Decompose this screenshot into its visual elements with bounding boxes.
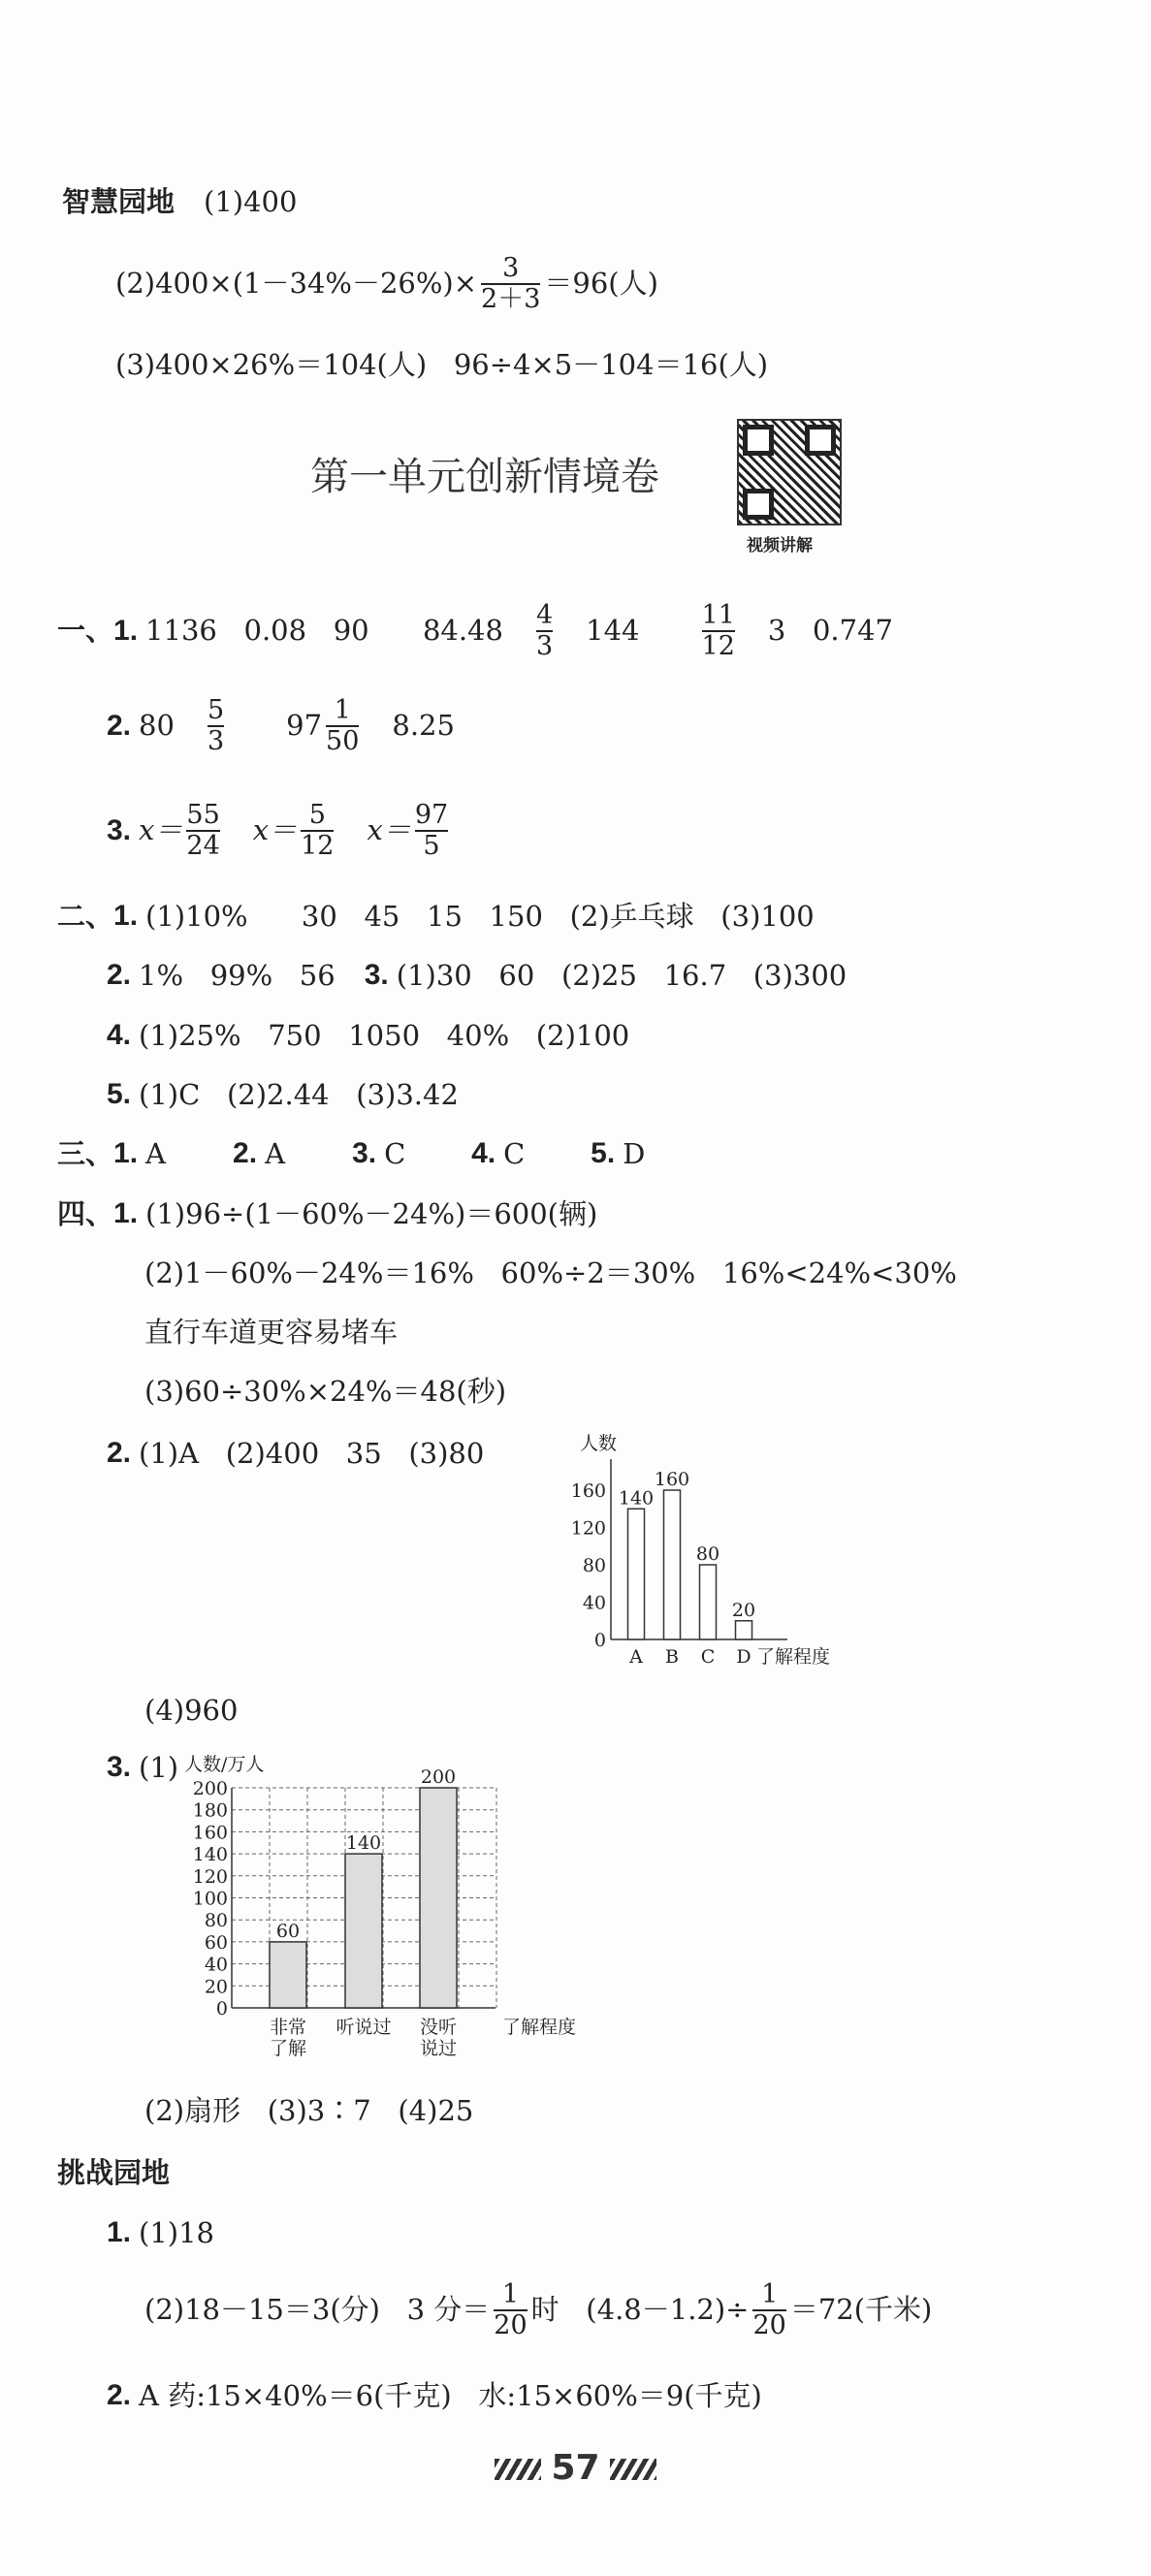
- y-tick-label: 60: [204, 1931, 228, 1954]
- bar: [736, 1621, 752, 1639]
- answer: 8.25: [392, 709, 455, 743]
- fraction: [208, 696, 224, 755]
- denominator: 2＋3: [481, 283, 541, 314]
- bar-chart-understanding: [562, 1430, 873, 1677]
- y-tick-label: 180: [192, 1799, 228, 1822]
- answer: (1)25% 750 1050 40% (2)100: [139, 1018, 630, 1052]
- x-tick-label: 听说过: [336, 2017, 392, 2038]
- challenge-line-1: [107, 2215, 215, 2249]
- item-number: 2.: [107, 959, 132, 991]
- decorative-stripes-icon: [495, 2459, 541, 2480]
- answer: A: [265, 1136, 286, 1170]
- fraction: [186, 801, 219, 860]
- s1-line-2: [107, 696, 455, 755]
- fraction: [481, 254, 540, 313]
- challenge-heading: 挑战园地: [57, 2156, 171, 2189]
- wisdom-q2-result: ＝96(人): [544, 267, 658, 301]
- s4-line-3: 直行车道更容易堵车: [144, 1316, 399, 1349]
- wisdom-line-2: [115, 254, 658, 313]
- answer: ＝72(千米): [789, 2293, 933, 2327]
- item-number: 3.: [107, 1751, 132, 1783]
- numerator: 5: [308, 800, 326, 830]
- x-tick-label: D: [736, 1646, 751, 1668]
- s1-line-3: [107, 801, 452, 860]
- bar: [700, 1565, 717, 1639]
- y-tick-label: 80: [582, 1555, 606, 1576]
- wisdom-heading: 智慧园地: [62, 185, 176, 218]
- answer: D: [623, 1136, 646, 1170]
- denominator: 20: [494, 2309, 528, 2340]
- item-number: 4.: [471, 1137, 496, 1169]
- numerator: 97: [414, 800, 449, 830]
- answer: (2)18－15＝3(分) 3 分＝: [144, 2293, 491, 2327]
- challenge-line-3: [107, 2378, 762, 2412]
- denominator: 24: [186, 830, 220, 861]
- challenge-line-2: [144, 2280, 932, 2339]
- numerator: 1: [761, 2279, 779, 2309]
- answer: (1)C (2)2.44 (3)3.42: [139, 1077, 459, 1111]
- answer: x＝: [367, 813, 411, 847]
- x-tick-label: C: [700, 1646, 716, 1668]
- y-tick-label: 40: [582, 1592, 606, 1614]
- numerator: 1: [501, 2279, 520, 2309]
- page-footer: [0, 2448, 1151, 2488]
- answer: A: [145, 1136, 166, 1170]
- bar: [270, 1942, 306, 2008]
- wisdom-q2-text: (2)400×(1－34%－26%)×: [115, 267, 478, 301]
- bar: [420, 1788, 457, 2008]
- denominator: 50: [326, 725, 360, 756]
- page-number: 57: [551, 2448, 600, 2488]
- qr-caption: 视频讲解: [747, 536, 813, 556]
- answer: 1136 0.08 90 84.48: [145, 614, 503, 648]
- numerator: 4: [535, 600, 554, 630]
- s4-line-8: (2)扇形 (3)3∶7 (4)25: [144, 2094, 474, 2127]
- y-axis-label: 人数: [580, 1433, 618, 1454]
- x-tick-label: 说过: [419, 2038, 458, 2059]
- section-title: 第一单元创新情境卷: [310, 455, 659, 499]
- s2-line-1: [57, 899, 815, 933]
- decorative-stripes-icon: [610, 2459, 656, 2480]
- bar: [664, 1490, 681, 1639]
- item-number: 3.: [107, 813, 132, 846]
- item-number: 1.: [113, 900, 139, 932]
- s2-line-5: [107, 1077, 459, 1111]
- item-number: 2.: [107, 709, 132, 742]
- numerator: 55: [186, 800, 220, 830]
- answer: 97: [286, 709, 323, 743]
- answer: x＝: [252, 813, 298, 847]
- data-label: 200: [420, 1766, 457, 1788]
- s3-line: [57, 1136, 646, 1170]
- answer: C: [503, 1136, 526, 1170]
- s1-line-1: [57, 601, 893, 660]
- x-tick-label: 没听: [419, 2017, 458, 2038]
- answer: (1): [139, 1750, 179, 1784]
- numerator: 5: [207, 695, 225, 725]
- y-tick-label: 120: [570, 1517, 606, 1540]
- item-number: 1.: [113, 1197, 139, 1229]
- denominator: 5: [423, 830, 440, 861]
- item-number: 3.: [364, 959, 389, 991]
- s4-line-1: [57, 1196, 598, 1230]
- answer: (1)96÷(1－60%－24%)＝600(辆): [145, 1196, 598, 1230]
- fraction: [415, 801, 448, 860]
- s4-line-2: (2)1－60%－24%＝16% 60%÷2＝30% 16%<24%<30%: [144, 1256, 957, 1289]
- bar: [628, 1509, 645, 1639]
- fraction: [536, 601, 553, 660]
- answer: (1)10% 30 45 15 150 (2)乒乓球 (3)100: [145, 899, 815, 933]
- wisdom-line-1: [62, 185, 298, 218]
- denominator: 3: [535, 630, 554, 661]
- s4-line-4: (3)60÷30%×24%＝48(秒): [144, 1375, 507, 1408]
- y-tick-label: 140: [192, 1844, 228, 1866]
- y-tick-label: 20: [204, 1976, 228, 1998]
- answer: 80: [139, 709, 175, 743]
- section-label: 四、: [57, 1196, 114, 1230]
- y-tick-label: 160: [192, 1822, 228, 1844]
- s2-line-4: [107, 1018, 630, 1052]
- denominator: 12: [701, 630, 735, 661]
- fraction: [494, 2280, 527, 2339]
- qr-code-icon[interactable]: [737, 419, 842, 525]
- s2-line-2: [107, 958, 847, 992]
- answer: A 药:15×40%＝6(千克) 水:15×60%＝9(千克): [139, 2378, 762, 2412]
- y-tick-label: 0: [593, 1630, 606, 1651]
- numerator: 11: [701, 600, 735, 630]
- numerator: 3: [502, 253, 520, 283]
- answer: 3 0.747: [767, 614, 894, 648]
- item-number: 2.: [107, 2379, 132, 2411]
- answer: (1)30 60 (2)25 16.7 (3)300: [396, 958, 847, 992]
- answer: 144: [586, 614, 640, 648]
- fraction: [752, 2280, 785, 2339]
- denominator: 20: [752, 2309, 786, 2340]
- item-number: 2.: [107, 1437, 132, 1469]
- item-number: 1.: [107, 2216, 132, 2248]
- answer: 1% 99% 56: [139, 958, 336, 992]
- item-number: 2.: [233, 1137, 258, 1169]
- denominator: 12: [301, 830, 335, 861]
- x-tick-label: B: [665, 1646, 679, 1668]
- item-number: 1.: [113, 1137, 139, 1169]
- wisdom-line-3: (3)400×26%＝104(人) 96÷4×5－104＝16(人): [115, 348, 769, 381]
- bar: [345, 1854, 382, 2008]
- y-tick-label: 0: [215, 1998, 228, 2019]
- x-axis-label: 了解程度: [502, 2017, 577, 2038]
- data-label: 140: [345, 1832, 382, 1855]
- y-tick-label: 40: [204, 1954, 228, 1976]
- data-label: 60: [275, 1920, 301, 1942]
- item-number: 5.: [107, 1078, 132, 1110]
- section-label: 一、: [57, 614, 114, 648]
- y-tick-label: 160: [570, 1480, 606, 1502]
- answer: x＝: [139, 813, 183, 847]
- bar-chart-awareness: [145, 1745, 688, 2075]
- y-tick-label: 120: [192, 1865, 228, 1888]
- x-axis-label: 了解程度: [756, 1646, 831, 1668]
- s4-line-6: (4)960: [144, 1694, 239, 1727]
- item-number: 1.: [113, 614, 139, 647]
- denominator: 3: [207, 725, 225, 756]
- y-tick-label: 80: [204, 1910, 228, 1932]
- answer: (1)18: [139, 2215, 215, 2249]
- item-number: 5.: [591, 1137, 616, 1169]
- fraction: [326, 696, 359, 755]
- s4-item-2: [107, 1436, 485, 1470]
- wisdom-q1: (1)400: [204, 185, 298, 218]
- section-label: 三、: [57, 1136, 114, 1170]
- x-tick-label: 了解: [269, 2038, 307, 2059]
- answer: (1)A (2)400 35 (3)80: [139, 1436, 485, 1470]
- data-label: 140: [618, 1487, 655, 1510]
- y-axis-label: 人数/万人: [184, 1754, 265, 1775]
- y-tick-label: 200: [192, 1778, 228, 1799]
- answer: 时 (4.8－1.2)÷: [530, 2293, 750, 2327]
- answer: C: [384, 1136, 406, 1170]
- item-number: 3.: [352, 1137, 377, 1169]
- fraction: [702, 601, 735, 660]
- section-label: 二、: [57, 899, 114, 933]
- data-label: 80: [695, 1543, 720, 1565]
- x-tick-label: A: [629, 1646, 643, 1668]
- x-tick-label: 非常: [269, 2017, 307, 2038]
- data-label: 20: [731, 1599, 756, 1621]
- y-tick-label: 100: [192, 1888, 228, 1910]
- numerator: 1: [334, 695, 351, 725]
- item-number: 4.: [107, 1019, 132, 1051]
- data-label: 160: [654, 1469, 690, 1490]
- fraction: [301, 801, 334, 860]
